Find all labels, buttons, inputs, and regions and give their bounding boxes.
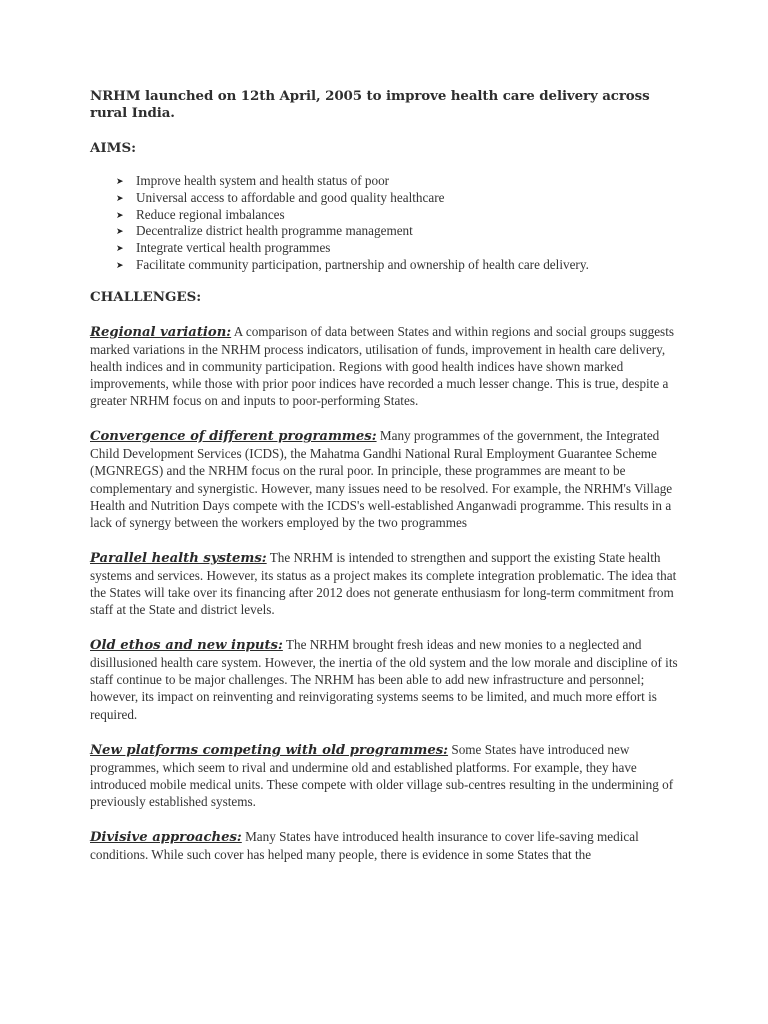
challenge-lead: Divisive approaches: <box>90 830 242 846</box>
document-title: NRHM launched on 12th April, 2005 to improve health care delivery across rural India. <box>90 88 650 121</box>
challenge-text: Many States have introduced health insurance to cover life-saving medical conditions. While such cover has helped many people, there is evidence in some States that the <box>90 829 639 863</box>
arrow-bullet-icon: ➤ <box>116 226 124 237</box>
challenge-text: A comparison of data between States and within regions and social groups suggests marked variations in the NRHM process indicators, utilisation of funds, improvement in health care delivery, health indices and in community participation. Regions with good health indices have shown marked improvements, while those with prior poor indices have recorded a much lesser change. This is true, despite a greater NRHM focus on and inputs to poor-performing States. <box>90 323 674 409</box>
challenge-text: The NRHM brought fresh ideas and new monies to a neglected and disillusioned health care system. However, the inertia of the old system and the low morale and discipline of its staff continue to be major challenges. The NRHM has been able to add new infrastructure and personnel; however, its impact on reinventing and reinvigorating systems seems to be limited, and much more effort is required. <box>90 637 678 722</box>
arrow-bullet-icon: ➤ <box>116 209 124 220</box>
aims-item-text: Improve health system and health status of poor <box>136 173 390 188</box>
challenge-text: Many programmes of the government, the Integrated Child Development Services (ICDS), the Mahatma Gandhi National Rural Employment Guarantee Scheme (MGNREGS) and the NRHM focus on the rural poor. In principle, these programmes are meant to be complementary and synergistic. However, many issues need to be resolved. For example, the NRHM's Village Health and Nutrition Days compete with the ICDS's well-established Anganwadi programme. This results in a lack of synergy between the workers employed by the two programmes <box>90 428 673 530</box>
challenge-paragraph-regional-variation <box>90 323 678 409</box>
challenge-text: Some States have introduced new programmes, which seem to rival and undermine old and established platforms. For example, they have introduced mobile medical units. These compete with older village sub-centres resulting in the undermining of previously established systems. <box>90 741 674 809</box>
challenges-heading: CHALLENGES: <box>90 288 202 305</box>
arrow-bullet-icon: ➤ <box>116 259 124 270</box>
aims-list-item <box>116 207 678 224</box>
challenge-paragraph-convergence <box>90 427 678 531</box>
aims-item-text: Facilitate community participation, partnership and ownership of health care delivery. <box>136 256 589 272</box>
aims-list-item <box>116 240 678 257</box>
aims-list-item <box>116 173 678 190</box>
aims-item-text: Universal access to affordable and good quality healthcare <box>136 189 445 205</box>
aims-item-text: Integrate vertical health programmes <box>136 240 331 256</box>
challenge-lead: Old ethos and new inputs: <box>90 638 283 654</box>
aims-heading: AIMS: <box>90 140 137 156</box>
challenge-lead: Regional variation: <box>90 324 232 340</box>
aims-list-item <box>116 190 678 207</box>
challenge-text: The NRHM is intended to strengthen and support the existing State health systems and services. However, its status as a project makes its complete integration problematic. The idea that the States will take over its financing after 2012 does not generate enthusiasm for long-term commitment from staff at the State and district levels. <box>90 549 677 618</box>
challenge-lead: Convergence of different programmes: <box>90 429 377 445</box>
challenge-paragraph-parallel-systems <box>90 549 678 618</box>
aims-item-text: Decentralize district health programme management <box>136 223 413 239</box>
aims-list-item <box>116 223 678 240</box>
challenge-paragraph-divisive-approaches <box>90 828 678 863</box>
arrow-bullet-icon: ➤ <box>116 192 124 203</box>
arrow-bullet-icon: ➤ <box>116 176 124 186</box>
aims-list-item <box>116 257 678 274</box>
challenge-paragraph-new-platforms <box>90 741 678 810</box>
challenge-lead: Parallel health systems: <box>90 550 267 566</box>
aims-list <box>90 173 678 274</box>
challenge-lead: New platforms competing with old programmes: <box>90 742 449 758</box>
aims-item-text: Reduce regional imbalances <box>136 206 285 222</box>
arrow-bullet-icon: ➤ <box>116 243 124 254</box>
challenge-paragraph-old-ethos <box>90 636 678 722</box>
